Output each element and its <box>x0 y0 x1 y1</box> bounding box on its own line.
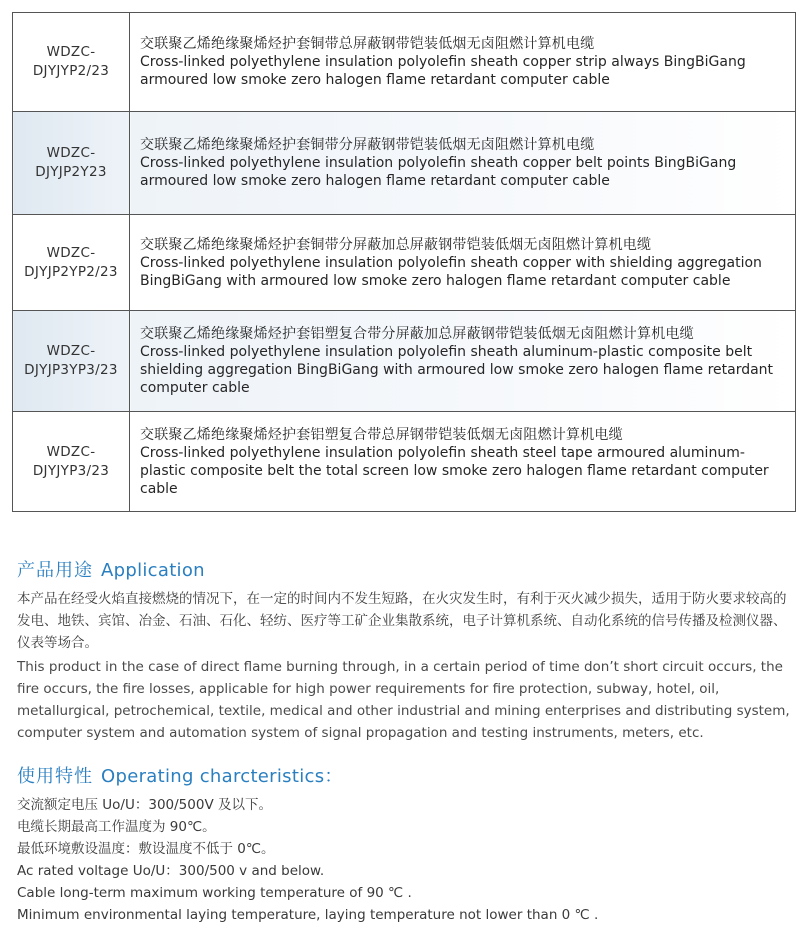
product-model-line: DJYJYP3/23 <box>32 462 110 479</box>
operating-line: 电缆长期最高工作温度为 90℃。 <box>17 819 216 835</box>
product-name-en: Cross-linked polyethylene insulation polyolefin sheath aluminum-plastic composite belt shielding aggregation BingBiGang with armoured low smoke zero halogen flame retardant computer cable <box>140 344 774 396</box>
operating-line: Cable long-term maximum working temperature of 90 ℃ . <box>17 885 412 901</box>
product-model-line: WDZC- <box>46 145 96 161</box>
operating-list <box>17 794 797 926</box>
product-model-line: WDZC- <box>46 44 96 60</box>
product-description <box>130 13 796 112</box>
application-heading-cn: 产品用途 <box>17 560 93 581</box>
operating-heading <box>17 762 797 788</box>
operating-heading-en: Operating charcteristics： <box>101 766 343 787</box>
product-model <box>13 13 130 112</box>
product-model-line: DJYJP3YP3/23 <box>24 362 118 378</box>
application-heading-en: Application <box>101 560 205 581</box>
product-model <box>13 112 130 215</box>
application-section <box>17 556 797 744</box>
operating-heading-cn: 使用特性 <box>17 766 93 787</box>
operating-line: 交流额定电压 Uo/U：300/500V 及以下。 <box>17 797 272 813</box>
product-table <box>12 12 796 512</box>
product-description <box>130 311 796 412</box>
product-model <box>13 311 130 412</box>
product-description <box>130 412 796 512</box>
application-heading <box>17 556 797 582</box>
product-model-line: WDZC- <box>46 244 96 261</box>
product-row <box>13 13 796 112</box>
application-body-en: This product in the case of direct flame burning through, in a certain period of time don’t short circuit occurs, the fire occurs, the fire losses, applicable for high power requirements for fire protection, subway, hotel, oil, metallurgical, petrochemical, textile, medical and other industrial and mining enterprises and distributing system, computer system and automation system of signal propagation and testing instruments, meters, etc. <box>17 659 790 741</box>
operating-line: 最低环境敷设温度：敷设温度不低于 0℃。 <box>17 841 275 857</box>
product-name-en: Cross-linked polyethylene insulation polyolefin sheath copper belt points BingBiGang armoured low smoke zero halogen flame retardant computer cable <box>140 155 737 189</box>
product-name-en: Cross-linked polyethylene insulation polyolefin sheath copper with shielding aggregation BingBiGang with armoured low smoke zero halogen flame retardant computer cable <box>140 254 762 289</box>
product-name-cn: 交联聚乙烯绝缘聚烯烃护套铜带总屏蔽钢带铠装低烟无卤阻燃计算机电缆 <box>140 36 595 52</box>
operating-section <box>17 762 797 926</box>
product-model-line: DJYJP2YP2/23 <box>24 263 118 280</box>
product-row <box>13 112 796 215</box>
product-description <box>130 112 796 215</box>
product-name-en: Cross-linked polyethylene insulation polyolefin sheath copper strip always BingBiGang armoured low smoke zero halogen flame retardant computer cable <box>140 54 746 88</box>
product-model <box>13 412 130 512</box>
product-model-line: WDZC- <box>46 343 96 359</box>
product-name-cn: 交联聚乙烯绝缘聚烯烃护套铜带分屏蔽加总屏蔽钢带铠装低烟无卤阻燃计算机电缆 <box>140 236 652 253</box>
product-row <box>13 412 796 512</box>
product-model <box>13 215 130 311</box>
product-model-line: DJYJYP2/23 <box>32 63 110 79</box>
product-row <box>13 311 796 412</box>
application-body-cn: 本产品在经受火焰直接燃烧的情况下，在一定的时间内不发生短路，在火灾发生时，有利于灭火减少损失，适用于防火要求较高的发电、地铁、宾馆、冶金、石油、石化、轻纺、医疗等工矿企业集散系统，电子计算机系统、自动化系统的信号传播及检测仪器、仪表等场合。 <box>17 591 787 651</box>
operating-line: Minimum environmental laying temperature, laying temperature not lower than 0 ℃ . <box>17 907 599 923</box>
product-row <box>13 215 796 311</box>
product-name-cn: 交联聚乙烯绝缘聚烯烃护套铜带分屏蔽钢带铠装低烟无卤阻燃计算机电缆 <box>140 137 595 153</box>
product-model-line: WDZC- <box>46 443 96 460</box>
product-name-en: Cross-linked polyethylene insulation polyolefin sheath steel tape armoured aluminum-plastic composite belt the total screen low smoke zero halogen flame retardant computer cable <box>140 444 769 497</box>
product-name-cn: 交联聚乙烯绝缘聚烯烃护套铝塑复合带分屏蔽加总屏蔽钢带铠装低烟无卤阻燃计算机电缆 <box>140 326 694 342</box>
product-description <box>130 215 796 311</box>
product-model-line: DJYJP2Y23 <box>35 164 107 180</box>
operating-line: Ac rated voltage Uo/U：300/500 v and below. <box>17 863 325 879</box>
product-name-cn: 交联聚乙烯绝缘聚烯烃护套铝塑复合带总屏钢带铠装低烟无卤阻燃计算机电缆 <box>140 426 623 443</box>
